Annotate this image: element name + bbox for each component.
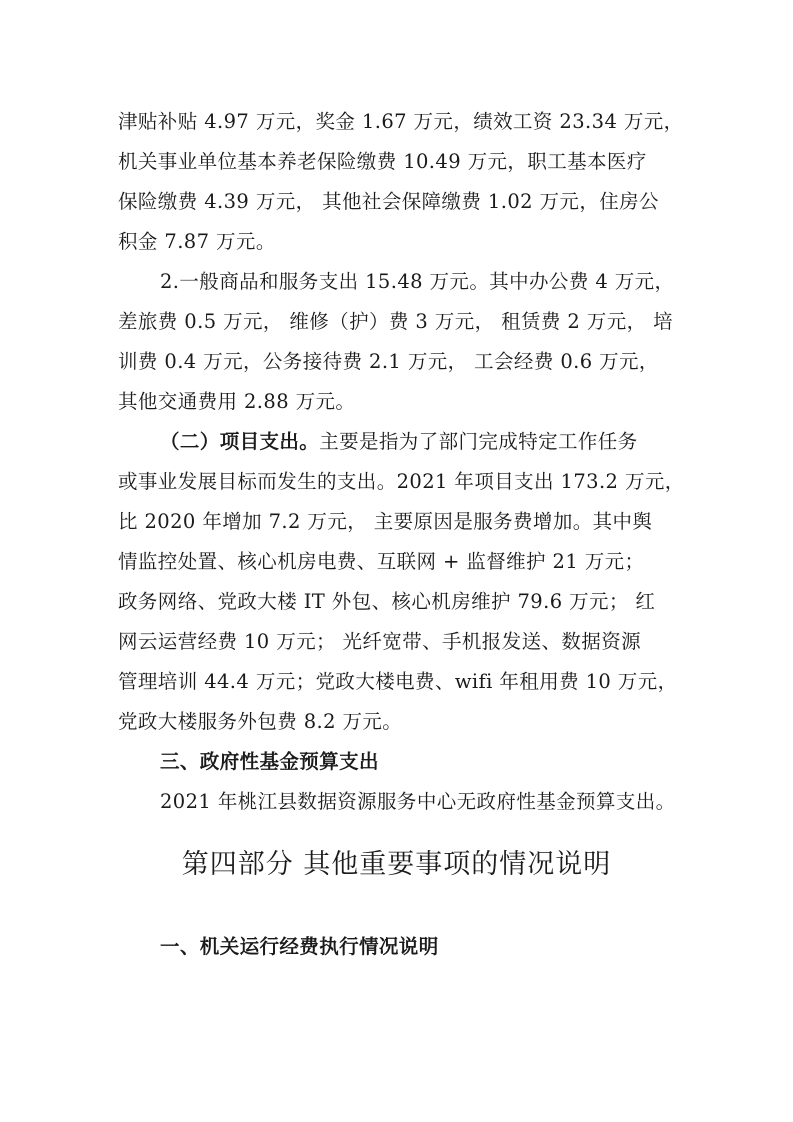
para1-line-4: 积金 7.87 万元。: [118, 230, 276, 253]
para3-line-4: 情监控处置、核心机房电费、互联网 + 监督维护 21 万元；: [118, 550, 645, 573]
para3-line-1-rest: 主要是指为了部门完成特定工作任务: [319, 430, 638, 453]
para1-line-3: 保险缴费 4.39 万元， 其他社会保障缴费 1.02 万元，住房公: [118, 190, 659, 213]
para3-line-6: 网云运营经费 10 万元； 光纤宽带、手机报发送、数据资源: [118, 630, 642, 653]
para3-line-5: 政务网络、党政大楼 IT 外包、核心机房维护 79.6 万元； 红: [118, 590, 656, 613]
para2-line-3: 训费 0.4 万元，公务接待费 2.1 万元， 工会经费 0.6 万元，: [118, 350, 659, 373]
gov-fund-heading: 三、政府性基金预算支出: [160, 750, 379, 773]
para4-line: 2021 年桃江县数据资源服务中心无政府性基金预算支出。: [160, 790, 676, 813]
para2-line-1: 2.一般商品和服务支出 15.48 万元。其中办公费 4 万元，: [160, 270, 675, 293]
part4-subheading-1: 一、机关运行经费执行情况说明: [160, 935, 439, 958]
para3-line-2: 或事业发展目标而发生的支出。2021 年项目支出 173.2 万元，: [118, 470, 685, 493]
para3-line-7: 管理培训 44.4 万元；党政大楼电费、wifi 年租用费 10 万元，: [118, 670, 678, 693]
para3-line-1: [160, 430, 730, 454]
para1-line-2: 机关事业单位基本养老保险缴费 10.49 万元，职工基本医疗: [118, 150, 647, 173]
project-expenditure-heading: （二）项目支出。: [160, 430, 320, 453]
para2-line-2: 差旅费 0.5 万元， 维修（护）费 3 万元， 租赁费 2 万元， 培: [118, 310, 674, 333]
para3-line-3: 比 2020 年增加 7.2 万元， 主要原因是服务费增加。其中舆: [118, 510, 653, 533]
part4-title: 第四部分 其他重要事项的情况说明: [181, 849, 612, 880]
para3-line-8: 党政大楼服务外包费 8.2 万元。: [118, 710, 403, 733]
para2-line-4: 其他交通费用 2.88 万元。: [118, 390, 356, 413]
para1-line-1: 津贴补贴 4.97 万元，奖金 1.67 万元，绩效工资 23.34 万元，: [118, 110, 684, 133]
